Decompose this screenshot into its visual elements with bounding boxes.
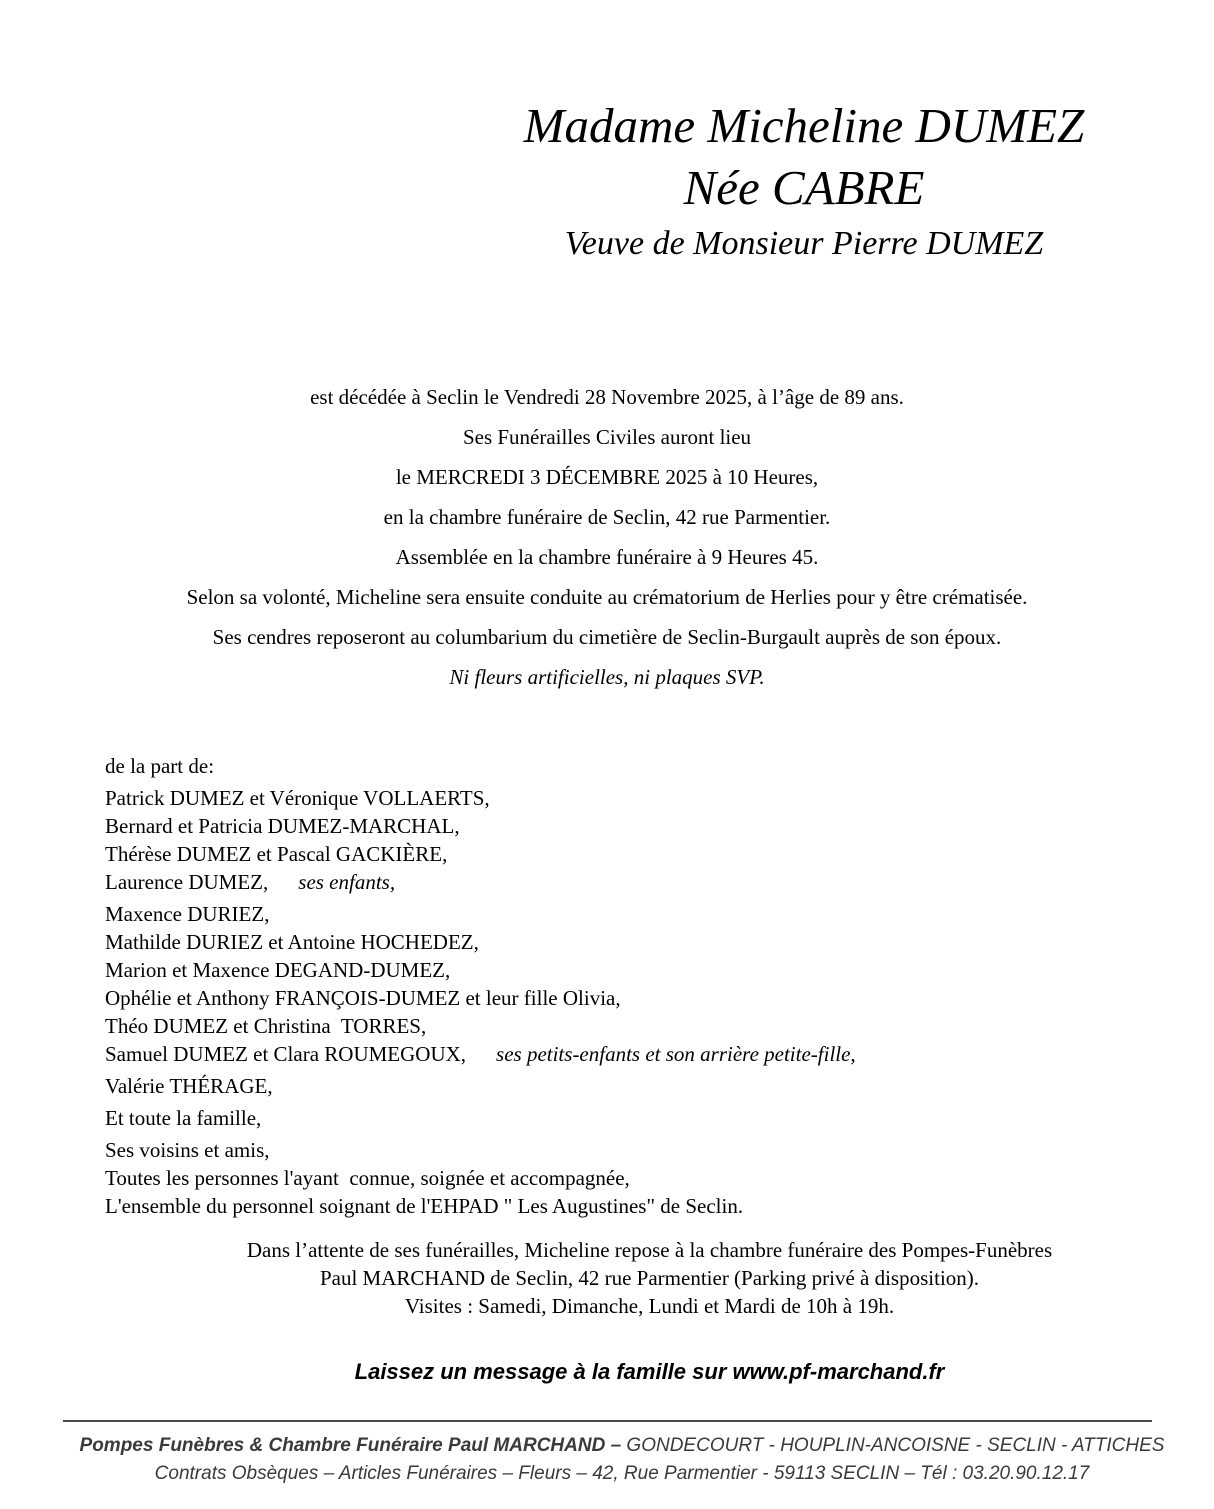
family-member: Mathilde DURIEZ et Antoine HOCHEDEZ, [105,930,479,954]
footer-line-services: Contrats Obsèques – Articles Funéraires – Fleurs – 42, Rue Parmentier - 59113 SECLIN – Tél : 03.20.90.12.17 [154,1463,1090,1484]
family-group-children [105,784,1174,896]
announcement-line-date: le MERCREDI 3 DÉCEMBRE 2025 à 10 Heures, [395,465,819,489]
deceased-name-line2: Née CABRE [683,160,925,215]
family-member: Ses voisins et amis, [105,1138,270,1162]
footer-company-name: Pompes Funèbres & Chambre Funéraire Paul MARCHAND – [79,1435,622,1456]
guestbook-message: Laissez un message à la famille sur www.pf-marchand.fr [354,1359,945,1384]
deceased-subtitle: Veuve de Monsieur Pierre DUMEZ [564,225,1044,262]
family-member: L'ensemble du personnel soignant de l'EHPAD " Les Augustines" de Seclin. [105,1194,744,1218]
family-member [105,1040,1174,1068]
closing-line-address: Paul MARCHAND de Seclin, 42 rue Parmentier (Parking privé à disposition). [319,1266,980,1290]
footer-company-locations: GONDECOURT - HOUPLIN-ANCOISNE - SECLIN - ATTICHES [621,1435,1165,1456]
family-member: Patrick DUMEZ et Véronique VOLLAERTS, [105,786,490,810]
footer-line-company [30,1432,1214,1460]
family-member: Théo DUMEZ et Christina TORRES, [105,1014,427,1038]
footer-divider [63,1420,1152,1422]
family-member-name: Samuel DUMEZ et Clara ROUMEGOUX, [105,1042,467,1066]
relation-label-children: ses enfants, [298,870,396,894]
family-group-grandchildren [105,900,1174,1068]
flowers-note: Ni fleurs artificielles, ni plaques SVP. [449,665,765,689]
closing-section [85,1236,1214,1320]
family-member: Marion et Maxence DEGAND-DUMEZ, [105,958,451,982]
announcement-line-cremation: Selon sa volonté, Micheline sera ensuite conduite au crématorium de Herlies pour y être crématisée. [186,585,1028,609]
family-member [105,868,1174,896]
family-group-community [105,1136,1174,1220]
family-member: Toutes les personnes l'ayant connue, soignée et accompagnée, [105,1166,630,1190]
deceased-name-line1: Madame Micheline DUMEZ [523,98,1085,153]
footer [0,1432,1214,1488]
family-member: Valérie THÉRAGE, [105,1074,273,1098]
announcement-line-assembly: Assemblée en la chambre funéraire à 9 Heures 45. [395,545,819,569]
announcement-line-ashes: Ses cendres reposeront au columbarium du cimetière de Seclin-Burgault auprès de son époux. [212,625,1002,649]
announcement-section [0,385,1214,690]
family-member: Et toute la famille, [105,1106,262,1130]
relation-label-grandchildren: ses petits-enfants et son arrière petite-fille, [496,1042,856,1066]
announcement-line-ceremony: Ses Funérailles Civiles auront lieu [462,425,752,449]
header [400,95,1208,269]
family-member: Ophélie et Anthony FRANÇOIS-DUMEZ et leur fille Olivia, [105,986,621,1010]
family-member: Bernard et Patricia DUMEZ-MARCHAL, [105,814,460,838]
family-member: Thérèse DUMEZ et Pascal GACKIÈRE, [105,842,448,866]
family-member-name: Laurence DUMEZ, [105,870,269,894]
closing-line-repose: Dans l’attente de ses funérailles, Micheline repose à la chambre funéraire des Pompes-Funèbres [246,1238,1053,1262]
family-section [105,752,1174,1220]
closing-line-visits: Visites : Samedi, Dimanche, Lundi et Mardi de 10h à 19h. [404,1294,895,1318]
family-member: Maxence DURIEZ, [105,902,270,926]
announcement-line-place: en la chambre funéraire de Seclin, 42 rue Parmentier. [383,505,831,529]
family-intro: de la part de: [105,754,215,778]
announcement-line-death: est décédée à Seclin le Vendredi 28 Novembre 2025, à l’âge de 89 ans. [310,385,904,409]
